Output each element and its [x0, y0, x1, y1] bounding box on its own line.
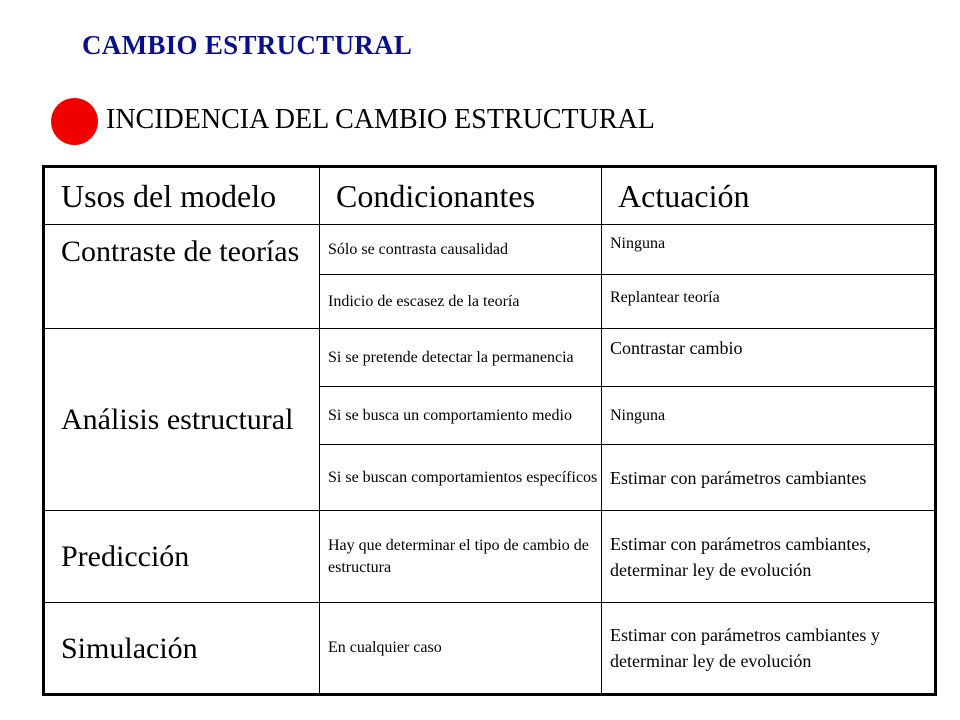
table-row — [44, 225, 936, 275]
condition-cell: Sólo se contrasta causalidad — [320, 225, 602, 275]
header-cell-action: Actuación — [602, 167, 936, 225]
table-header-row — [44, 167, 936, 225]
action-cell: Ninguna — [602, 387, 936, 445]
condition-cell: En cualquier caso — [320, 603, 602, 695]
table-row — [44, 603, 936, 695]
header-cell-uses: Usos del modelo — [44, 167, 320, 225]
condition-cell: Si se pretende detectar la permanencia — [320, 329, 602, 387]
section-subtitle: INCIDENCIA DEL CAMBIO ESTRUCTURAL — [106, 104, 655, 135]
use-cell: Predicción — [44, 511, 320, 603]
table-row — [44, 329, 936, 387]
action-cell: Replantear teoría — [602, 275, 936, 329]
condition-cell: Si se buscan comportamientos específicos — [320, 445, 602, 511]
condition-cell: Hay que determinar el tipo de cambio de estructura — [320, 511, 602, 603]
use-cell: Análisis estructural — [44, 329, 320, 511]
action-cell: Estimar con parámetros cambiantes, determinar ley de evolución — [602, 511, 936, 603]
use-cell: Contraste de teorías — [44, 225, 320, 329]
model-uses-table — [42, 165, 937, 696]
condition-cell: Si se busca un comportamiento medio — [320, 387, 602, 445]
header-cell-conditions: Condicionantes — [320, 167, 602, 225]
action-cell: Ninguna — [602, 225, 936, 275]
action-cell: Contrastar cambio — [602, 329, 936, 387]
use-cell: Simulación — [44, 603, 320, 695]
page-title: CAMBIO ESTRUCTURAL — [82, 30, 413, 60]
action-cell: Estimar con parámetros cambiantes y determinar ley de evolución — [602, 603, 936, 695]
table-row — [44, 511, 936, 603]
action-cell: Estimar con parámetros cambiantes — [602, 445, 936, 511]
red-bullet-icon — [51, 98, 98, 145]
condition-cell: Indicio de escasez de la teoría — [320, 275, 602, 329]
